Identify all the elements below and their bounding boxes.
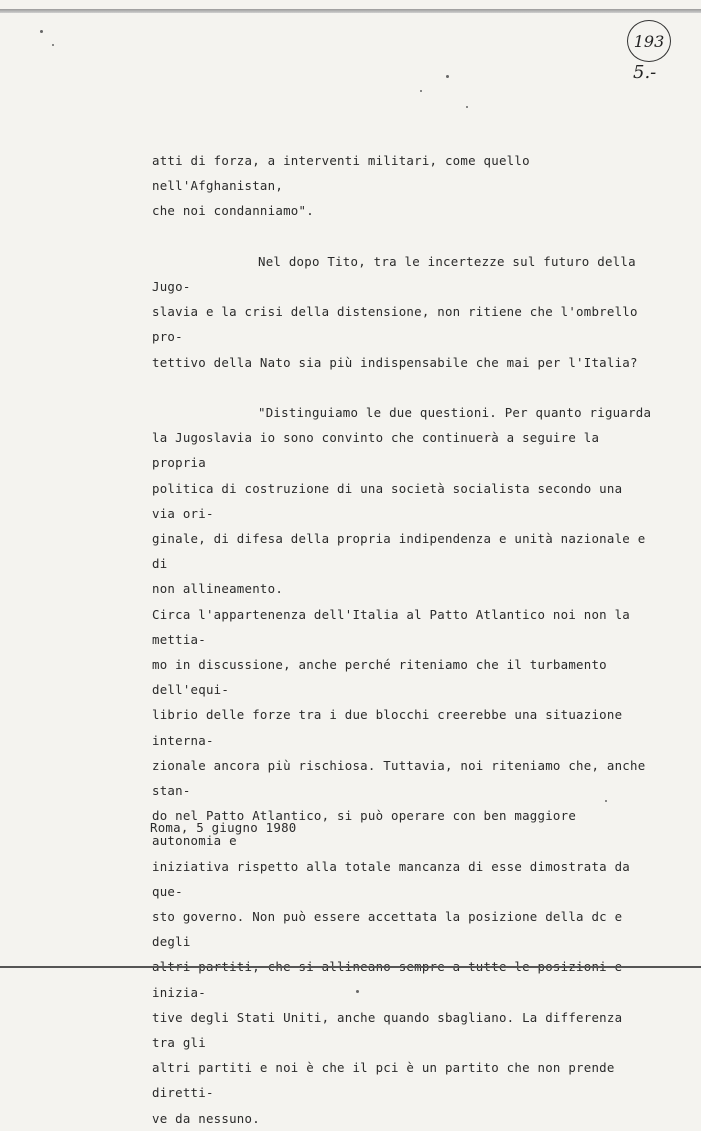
text-line: ginale, di difesa della propria indipendenza e unità nazionale e di [152, 531, 646, 572]
text-line: tettivo della Nato sia più indispensabile che mai per l'Italia? [152, 354, 638, 370]
text-line: non allineamento. [152, 581, 284, 597]
text-line: tive degli Stati Uniti, anche quando sbagliano. La differenza tra gli [152, 1009, 623, 1051]
text-line: zionale ancora più rischiosa. Tuttavia, noi riteniamo che, anche stan- [152, 757, 646, 799]
text-line: inizia- [152, 984, 206, 1000]
text-line: la Jugoslavia io sono convinto che continuerà a seguire la propria [152, 430, 600, 471]
text-line: ve da nessuno. [152, 1110, 260, 1126]
bottom-rule [0, 966, 701, 968]
text-line: do nel Patto Atlantico, si può operare con ben maggiore autonomia e [152, 808, 577, 849]
top-edge-line [0, 9, 701, 13]
text-line: mo in discussione, anche perché riteniamo che il turbamento dell'equi- [152, 657, 607, 698]
text-line: Circa l'appartenenza dell'Italia al Patto Atlantico noi non la mettia- [152, 606, 631, 647]
text-line: sto governo. Non può essere accettata la posizione della dc e degli [152, 909, 623, 950]
text-line: che noi condanniamo". [152, 203, 314, 219]
text-line: slavia e la crisi della distensione, non ritiene che l'ombrello pro- [152, 304, 638, 345]
place-date: Roma, 5 giugno 1980 [150, 820, 297, 835]
text-line: altri partiti e noi è che il pci è un partito che non prende diretti- [152, 1060, 615, 1101]
body-text [152, 148, 652, 1131]
archive-number-stamp: 193 [627, 20, 671, 62]
text-line: librio delle forze tra i due blocchi creerebbe una situazione interna- [152, 707, 623, 748]
text-line: "Distinguiamo le due questioni. Per quanto riguarda [258, 405, 652, 420]
text-line: iniziativa rispetto alla totale mancanza di esse dimostrata da que- [152, 858, 631, 899]
page-number: 5.- [633, 62, 657, 83]
text-line: atti di forza, a interventi militari, come quello nell'Afghanistan, [152, 153, 530, 194]
text-line: Nel dopo Tito, tra le incertezze sul futuro della Jugo- [152, 253, 636, 294]
text-line: politica di costruzione di una società socialista secondo una via ori- [152, 480, 623, 521]
